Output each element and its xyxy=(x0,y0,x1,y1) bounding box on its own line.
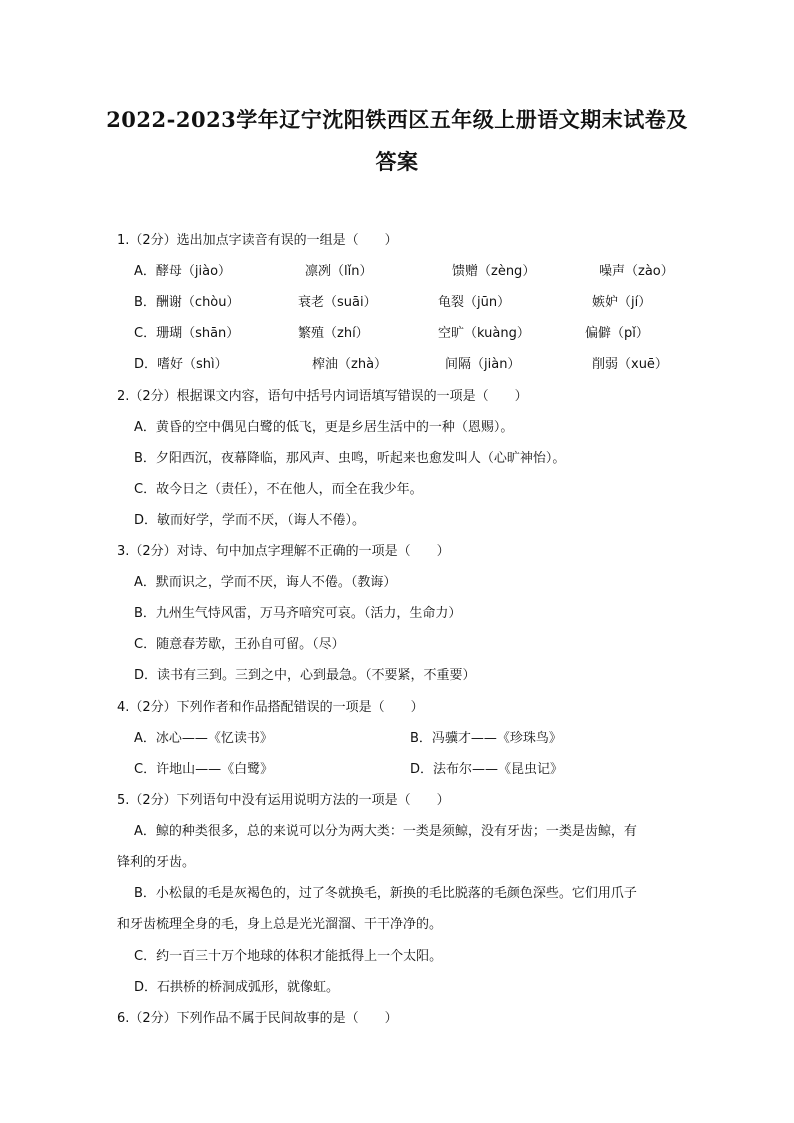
q5-option-b-cont: 和牙齿梳理全身的毛，身上总是光光溜溜、干干净净的。 xyxy=(117,917,443,932)
exam-title-line2: 答案 xyxy=(375,149,419,174)
q2-option-b: B．夕阳西沉，夜幕降临，那风声、虫鸣，听起来也愈发叫人（心旷神怡）。 xyxy=(134,451,566,466)
q1-option-d2: 榨油（zhà） xyxy=(312,357,388,372)
q2-option-c: C．故今日之（责任），不在他人，而全在我少年。 xyxy=(134,482,423,497)
q4-option-d: D．法布尔——《昆虫记》 xyxy=(410,762,564,777)
question-1-stem: 1.（2分）选出加点字读音有误的一组是（ ） xyxy=(117,233,398,248)
q1-option-c3: 空旷（kuàng） xyxy=(438,326,530,341)
q1-option-b4: 嫉妒（jí） xyxy=(592,295,652,310)
q5-option-a: A．鲸的种类很多，总的来说可以分为两大类：一类是须鲸，没有牙齿；一类是齿鲸，有 xyxy=(134,824,637,839)
q1-option-a2: 凛冽（lǐn） xyxy=(305,264,373,279)
q1-option-c1: C．珊瑚（shān） xyxy=(134,326,240,341)
exam-title-line1: 2022-2023学年辽宁沈阳铁西区五年级上册语文期末试卷及 xyxy=(106,107,688,132)
q1-option-d3: 间隔（jiàn） xyxy=(445,357,521,372)
question-2-stem: 2.（2分）根据课文内容，语句中括号内词语填写错误的一项是（ ） xyxy=(117,389,528,404)
q3-option-d: D．读书有三到。三到之中，心到最急。（不要紧，不重要） xyxy=(134,668,476,683)
q1-option-a1: A．酵母（jiào） xyxy=(134,264,232,279)
q1-option-b2: 衰老（suāi） xyxy=(298,295,377,310)
q1-option-d1: D．嗜好（shì） xyxy=(134,357,228,372)
q3-option-b: B．九州生气恃风雷，万马齐喑究可哀。（活力，生命力） xyxy=(134,606,462,621)
q1-option-a4: 噪声（zào） xyxy=(599,264,674,279)
q1-option-b1: B．酬谢（chòu） xyxy=(134,295,240,310)
q3-option-a: A．默而识之，学而不厌，诲人不倦。（教诲） xyxy=(134,575,397,590)
q2-option-d: D．敏而好学，学而不厌，（诲人不倦）。 xyxy=(134,513,366,528)
q5-option-b: B．小松鼠的毛是灰褐色的，过了冬就换毛，新换的毛比脱落的毛颜色深些。它们用爪子 xyxy=(134,886,637,901)
q5-option-a-cont: 锋利的牙齿。 xyxy=(117,855,196,870)
q1-option-a3: 馈赠（zèng） xyxy=(452,264,536,279)
q1-option-c4: 偏僻（pǐ） xyxy=(585,326,649,341)
q2-option-a: A．黄昏的空中偶见白鹭的低飞，更是乡居生活中的一种（恩赐）。 xyxy=(134,420,514,435)
q4-option-a: A．冰心——《忆读书》 xyxy=(134,731,273,746)
q1-option-d4: 削弱（xuē） xyxy=(592,357,668,372)
q3-option-c: C．随意春芳歇，王孙自可留。（尽） xyxy=(134,637,345,652)
q5-option-d: D．石拱桥的桥洞成弧形，就像虹。 xyxy=(134,980,340,995)
q5-option-c: C．约一百三十万个地球的体积才能抵得上一个太阳。 xyxy=(134,949,443,964)
question-6-stem: 6.（2分）下列作品不属于民间故事的是（ ） xyxy=(117,1011,398,1026)
q1-option-b3: 龟裂（jūn） xyxy=(438,295,511,310)
question-5-stem: 5.（2分）下列语句中没有运用说明方法的一项是（ ） xyxy=(117,793,450,808)
q1-option-c2: 繁殖（zhí） xyxy=(298,326,369,341)
question-4-stem: 4.（2分）下列作者和作品搭配错误的一项是（ ） xyxy=(117,700,424,715)
question-3-stem: 3.（2分）对诗、句中加点字理解不正确的一项是（ ） xyxy=(117,544,450,559)
q4-option-c: C．许地山——《白鹭》 xyxy=(134,762,274,777)
q4-option-b: B．冯骥才——《珍珠鸟》 xyxy=(410,731,562,746)
